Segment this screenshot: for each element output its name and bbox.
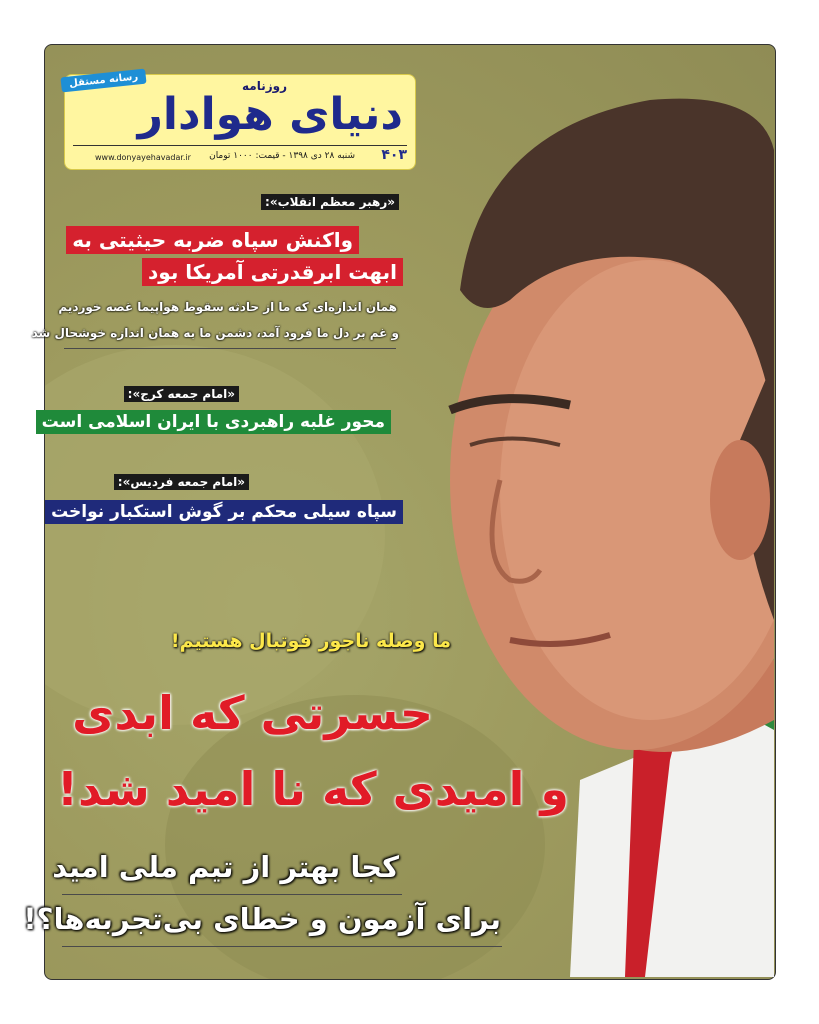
story1-kicker: «رهبر معظم انقلاب»: (261, 194, 399, 210)
story3-headline: سپاه سیلی محکم بر گوش استکبار نواخت (45, 500, 403, 524)
story1-headline-line1: واکنش سپاه ضربه حیثیتی به (66, 226, 359, 254)
masthead-label: روزنامه (242, 79, 287, 93)
website-url: www.donyayehavadar.ir (95, 153, 191, 162)
story2-kicker: «امام جمعه کرج»: (124, 386, 239, 402)
masthead-ribbon: رسانه مستقل (60, 69, 146, 93)
story1-subtext-line1: همان اندازه‌ای که ما از حادثه سقوط هواپیما غصه خوردیم (58, 300, 397, 314)
issue-number: ۴۰۳ (381, 147, 407, 163)
masthead-divider (73, 145, 407, 146)
story3-kicker: «امام جمعه فردیس»: (114, 474, 249, 490)
story1-subtext-line2: و غم بر دل ما فرود آمد، دشمن ما به همان اندازه خوشحال شد (31, 326, 399, 340)
divider (62, 894, 402, 895)
main-headline-line1: حسرتی که ابدی (72, 686, 433, 740)
main-headline-line2: و امیدی که نا امید شد! (57, 762, 569, 816)
main-subheadline-line2: برای آزمون و خطای بی‌تجربه‌ها؟! (23, 902, 501, 936)
story2-headline: محور غلبه راهبردی با ایران اسلامی است (36, 410, 391, 434)
masthead (64, 71, 416, 170)
newspaper-title: دنیای هوادار (137, 89, 403, 140)
issue-date-price: شنبه ۲۸ دی ۱۳۹۸ - قیمت: ۱۰۰۰ تومان (209, 151, 355, 161)
divider (64, 348, 396, 349)
story1-headline-line2: ابهت ابرقدرتی آمریکا بود (142, 258, 403, 286)
main-story-kicker: ما وصله ناجور فوتبال هستیم! (170, 630, 451, 652)
background-blur (44, 345, 385, 725)
coach-photo (420, 60, 774, 977)
divider (62, 946, 502, 947)
main-subheadline-line1: کجا بهتر از تیم ملی امید (52, 850, 399, 884)
